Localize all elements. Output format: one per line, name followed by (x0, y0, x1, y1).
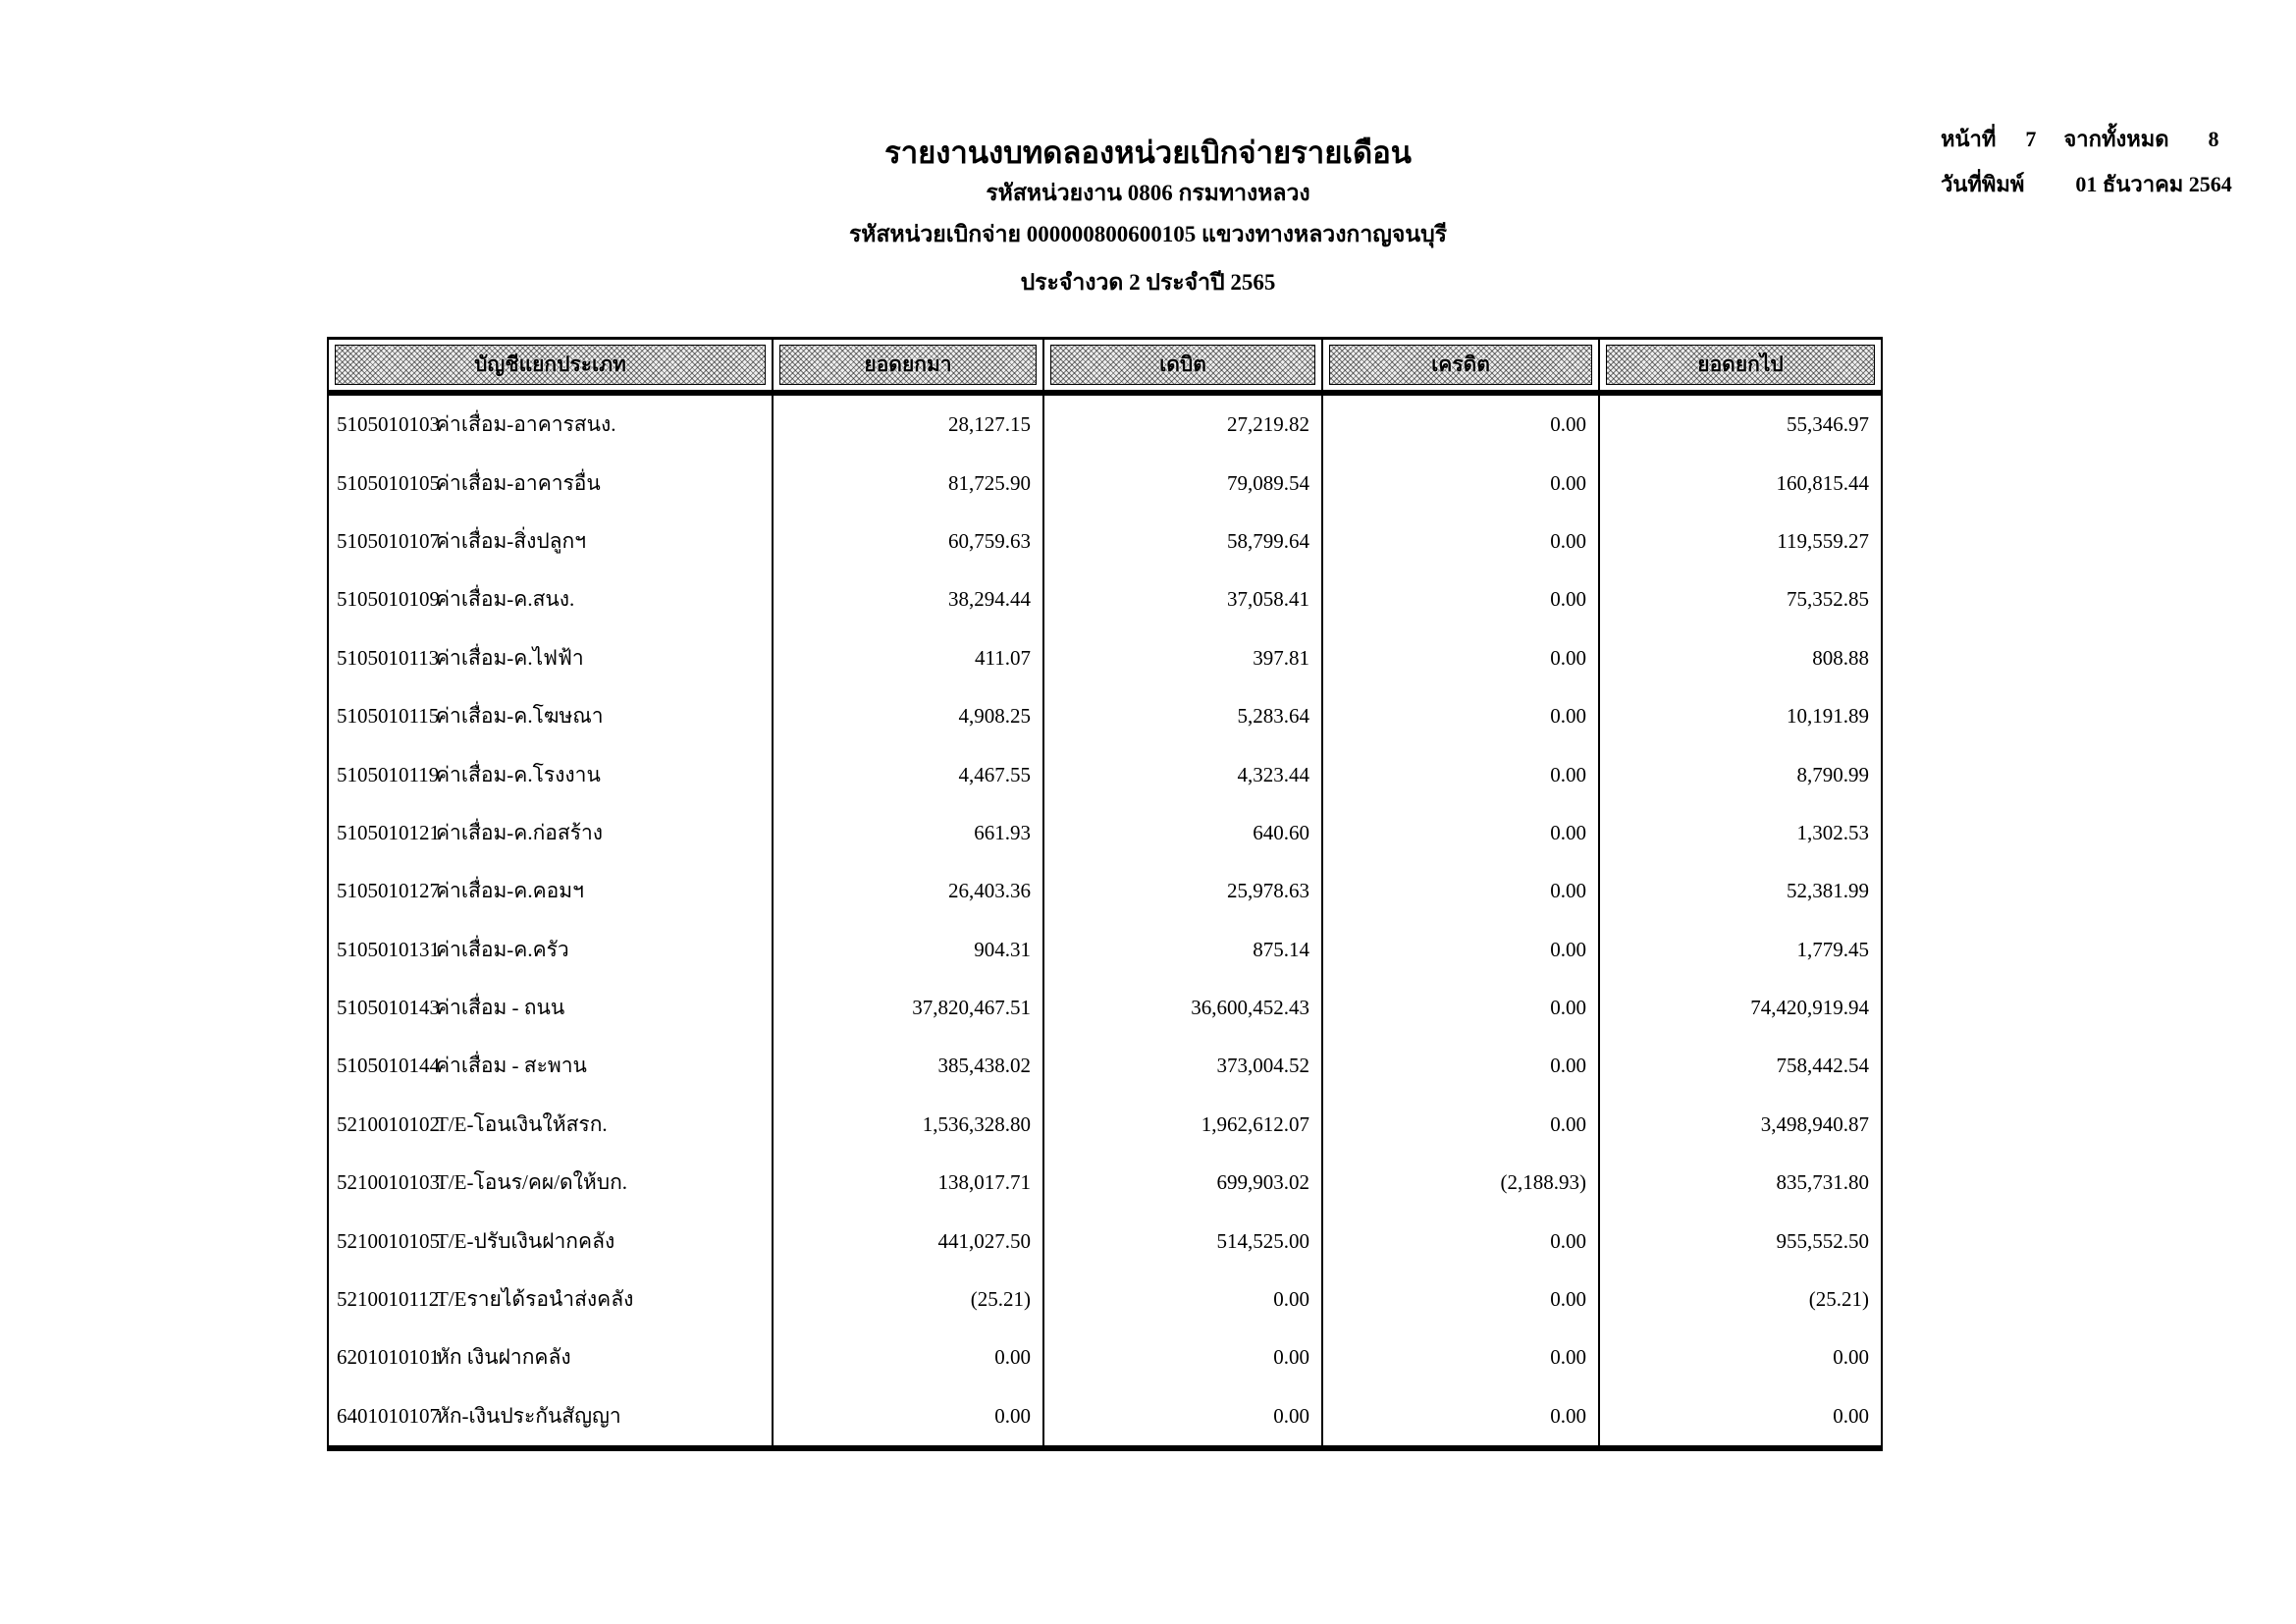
account-name: ค่าเสื่อม-อาคารอื่น (436, 470, 601, 495)
page-number: 7 (2025, 127, 2037, 151)
print-date-label: วันที่พิมพ์ (1941, 172, 2025, 196)
credit-amount: 0.00 (1323, 921, 1600, 979)
account-cell (329, 570, 774, 628)
disbursement-unit-line: รหัสหน่วยเบิกจ่าย 000000800600105 แขวงทางหลวงกาญจนบุรี (848, 222, 1448, 246)
page-number-label: หน้าที่ (1941, 127, 1997, 151)
account-cell (329, 1154, 774, 1212)
account-code: 5105010113 (337, 645, 440, 670)
debit-amount: 4,323.44 (1044, 745, 1323, 803)
credit-amount: 0.00 (1323, 513, 1600, 570)
account-code: 5105010109 (337, 587, 440, 612)
account-cell (329, 1271, 774, 1328)
account-cell (329, 454, 774, 512)
header-cell-credit (1323, 340, 1600, 390)
account-cell (329, 396, 774, 454)
header-debit-label: เดบิต (1050, 345, 1315, 385)
table-row (329, 1387, 1881, 1445)
balance-brought-forward: 38,294.44 (774, 570, 1044, 628)
table-row (329, 1037, 1881, 1095)
account-name: ค่าเสื่อม-อาคารสนง. (436, 412, 616, 437)
balance-carried-forward: 955,552.50 (1776, 1228, 1869, 1253)
account-code: 5105010144 (337, 1054, 440, 1078)
debit-amount: 640.60 (1044, 804, 1323, 862)
balance-brought-forward: 411.07 (774, 629, 1044, 687)
table-row (329, 1096, 1881, 1154)
header-cell-carried-forward (1600, 340, 1881, 390)
account-name: ค่าเสื่อม-ค.ไฟฟ้า (436, 645, 584, 670)
balance-carried-forward: 808.88 (1812, 645, 1869, 670)
balance-carried-forward: 1,779.45 (1796, 937, 1869, 961)
print-date-row (1941, 167, 2232, 201)
account-cell (329, 862, 774, 920)
debit-amount: 0.00 (1044, 1328, 1323, 1386)
balance-carried-forward: 52,381.99 (1787, 879, 1869, 903)
account-code: 5105010127 (337, 879, 440, 903)
page-number-row (1941, 122, 2232, 156)
debit-amount: 397.81 (1044, 629, 1323, 687)
account-cell (329, 1328, 774, 1386)
balance-brought-forward: 441,027.50 (774, 1212, 1044, 1270)
balance-carried-forward: 74,420,919.94 (1750, 996, 1869, 1020)
balance-brought-forward: 1,536,328.80 (774, 1096, 1044, 1154)
account-cell (329, 513, 774, 570)
header-cell-debit (1044, 340, 1323, 390)
debit-amount: 0.00 (1044, 1271, 1323, 1328)
credit-amount: 0.00 (1323, 862, 1600, 920)
account-cell (329, 1212, 774, 1270)
account-cell (329, 1037, 774, 1095)
credit-amount: 0.00 (1323, 1387, 1600, 1445)
balance-brought-forward: 385,438.02 (774, 1037, 1044, 1095)
header-account-label: บัญชีแยกประเภท (335, 345, 766, 385)
table-row (329, 979, 1881, 1037)
credit-amount: 0.00 (1323, 629, 1600, 687)
table-row (329, 570, 1881, 628)
balance-carried-forward: 1,302.53 (1796, 820, 1869, 844)
table-row (329, 862, 1881, 920)
balance-carried-forward: 8,790.99 (1796, 762, 1869, 786)
credit-amount: 0.00 (1323, 1328, 1600, 1386)
debit-amount: 79,089.54 (1044, 454, 1323, 512)
account-name: ค่าเสื่อม - สะพาน (436, 1054, 587, 1078)
trial-balance-table (327, 337, 1883, 1451)
balance-brought-forward: (25.21) (774, 1271, 1044, 1328)
account-name: ค่าเสื่อม-ค.คอมฯ (436, 879, 584, 903)
agency-code-line: รหัสหน่วยงาน 0806 กรมทางหลวง (986, 181, 1310, 205)
account-name: หัก-เงินประกันสัญญา (436, 1403, 621, 1428)
page-info-block (1941, 122, 2232, 212)
balance-carried-forward: 55,346.97 (1787, 412, 1869, 437)
balance-carried-forward: 3,498,940.87 (1760, 1111, 1869, 1136)
table-row (329, 804, 1881, 862)
account-code: 6401010107 (337, 1403, 440, 1428)
table-row (329, 687, 1881, 745)
account-cell (329, 1387, 774, 1445)
balance-brought-forward: 138,017.71 (774, 1154, 1044, 1212)
balance-carried-forward: 160,815.44 (1776, 470, 1869, 495)
table-row (329, 1328, 1881, 1386)
credit-amount: 0.00 (1323, 1037, 1600, 1095)
balance-brought-forward: 37,820,467.51 (774, 979, 1044, 1037)
table-row (329, 1212, 1881, 1270)
debit-amount: 27,219.82 (1044, 396, 1323, 454)
account-cell (329, 629, 774, 687)
account-code: 5105010131 (337, 937, 440, 961)
balance-carried-forward: 0.00 (1833, 1345, 1869, 1370)
period-line: ประจำงวด 2 ประจำปี 2565 (1020, 270, 1276, 295)
debit-amount: 25,978.63 (1044, 862, 1323, 920)
account-name: ค่าเสื่อม - ถนน (436, 996, 565, 1020)
table-row (329, 1271, 1881, 1328)
account-name: T/E-ปรับเงินฝากคลัง (436, 1228, 615, 1253)
credit-amount: 0.00 (1323, 1096, 1600, 1154)
debit-amount: 514,525.00 (1044, 1212, 1323, 1270)
balance-brought-forward: 60,759.63 (774, 513, 1044, 570)
account-code: 5105010103 (337, 412, 440, 437)
print-date: 01 ธันวาคม 2564 (2075, 172, 2232, 196)
debit-amount: 875.14 (1044, 921, 1323, 979)
credit-amount: 0.00 (1323, 454, 1600, 512)
balance-brought-forward: 26,403.36 (774, 862, 1044, 920)
account-name: ค่าเสื่อม-ค.ครัว (436, 937, 569, 961)
balance-carried-forward: 75,352.85 (1787, 587, 1869, 612)
account-code: 5105010105 (337, 470, 440, 495)
debit-amount: 58,799.64 (1044, 513, 1323, 570)
account-code: 5210010112 (337, 1287, 440, 1312)
total-pages-label: จากทั้งหมด (2063, 127, 2169, 151)
account-name: T/E-โอนเงินให้สรก. (436, 1111, 608, 1136)
account-name: ค่าเสื่อม-สิ่งปลูกฯ (436, 528, 587, 553)
debit-amount: 373,004.52 (1044, 1037, 1323, 1095)
account-code: 5105010115 (337, 704, 440, 729)
header-cell-brought-forward (774, 340, 1044, 390)
account-name: ค่าเสื่อม-ค.โฆษณา (436, 704, 604, 729)
account-cell (329, 1096, 774, 1154)
balance-carried-forward: 758,442.54 (1776, 1054, 1869, 1078)
account-cell (329, 921, 774, 979)
balance-carried-forward: (25.21) (1808, 1287, 1869, 1312)
balance-brought-forward: 661.93 (774, 804, 1044, 862)
credit-amount: 0.00 (1323, 979, 1600, 1037)
account-code: 5105010121 (337, 820, 440, 844)
credit-amount: 0.00 (1323, 1271, 1600, 1328)
account-cell (329, 745, 774, 803)
balance-carried-forward: 835,731.80 (1776, 1170, 1869, 1195)
balance-brought-forward: 28,127.15 (774, 396, 1044, 454)
account-cell (329, 979, 774, 1037)
credit-amount: 0.00 (1323, 1212, 1600, 1270)
balance-brought-forward: 904.31 (774, 921, 1044, 979)
account-code: 5105010119 (337, 762, 440, 786)
debit-amount: 37,058.41 (1044, 570, 1323, 628)
account-cell (329, 687, 774, 745)
account-name: หัก เงินฝากคลัง (436, 1345, 571, 1370)
balance-carried-forward: 10,191.89 (1787, 704, 1869, 729)
account-code: 5105010107 (337, 528, 440, 553)
account-cell (329, 804, 774, 862)
account-name: T/Eรายได้รอนำส่งคลัง (436, 1287, 634, 1312)
account-name: ค่าเสื่อม-ค.สนง. (436, 587, 575, 612)
report-title: รายงานงบทดลองหน่วยเบิกจ่ายรายเดือน (884, 135, 1412, 170)
table-body (329, 396, 1881, 1445)
debit-amount: 36,600,452.43 (1044, 979, 1323, 1037)
debit-amount: 1,962,612.07 (1044, 1096, 1323, 1154)
balance-carried-forward: 119,559.27 (1777, 528, 1869, 553)
table-row (329, 1154, 1881, 1212)
balance-brought-forward: 4,467.55 (774, 745, 1044, 803)
header-carried-forward-label: ยอดยกไป (1606, 345, 1875, 385)
balance-brought-forward: 81,725.90 (774, 454, 1044, 512)
table-row (329, 454, 1881, 512)
credit-amount: 0.00 (1323, 804, 1600, 862)
table-row (329, 629, 1881, 687)
header-brought-forward-label: ยอดยกมา (779, 345, 1037, 385)
credit-amount: 0.00 (1323, 570, 1600, 628)
account-name: ค่าเสื่อม-ค.โรงงาน (436, 762, 601, 786)
account-name: ค่าเสื่อม-ค.ก่อสร้าง (436, 820, 604, 844)
balance-carried-forward: 0.00 (1833, 1403, 1869, 1428)
balance-brought-forward: 0.00 (774, 1328, 1044, 1386)
total-pages: 8 (2208, 127, 2219, 151)
table-row (329, 921, 1881, 979)
header-credit-label: เครดิต (1329, 345, 1592, 385)
credit-amount: 0.00 (1323, 687, 1600, 745)
balance-brought-forward: 0.00 (774, 1387, 1044, 1445)
table-header-row (329, 340, 1881, 396)
debit-amount: 0.00 (1044, 1387, 1323, 1445)
credit-amount: (2,188.93) (1323, 1154, 1600, 1212)
balance-brought-forward: 4,908.25 (774, 687, 1044, 745)
header-cell-account (329, 340, 774, 390)
account-code: 5210010102 (337, 1111, 440, 1136)
account-code: 6201010101 (337, 1345, 440, 1370)
credit-amount: 0.00 (1323, 396, 1600, 454)
table-row (329, 745, 1881, 803)
debit-amount: 699,903.02 (1044, 1154, 1323, 1212)
account-code: 5105010143 (337, 996, 440, 1020)
table-row (329, 396, 1881, 454)
account-code: 5210010103 (337, 1170, 440, 1195)
account-name: T/E-โอนร/คผ/ดให้บก. (436, 1170, 628, 1195)
table-row (329, 513, 1881, 570)
debit-amount: 5,283.64 (1044, 687, 1323, 745)
credit-amount: 0.00 (1323, 745, 1600, 803)
account-code: 5210010105 (337, 1228, 440, 1253)
